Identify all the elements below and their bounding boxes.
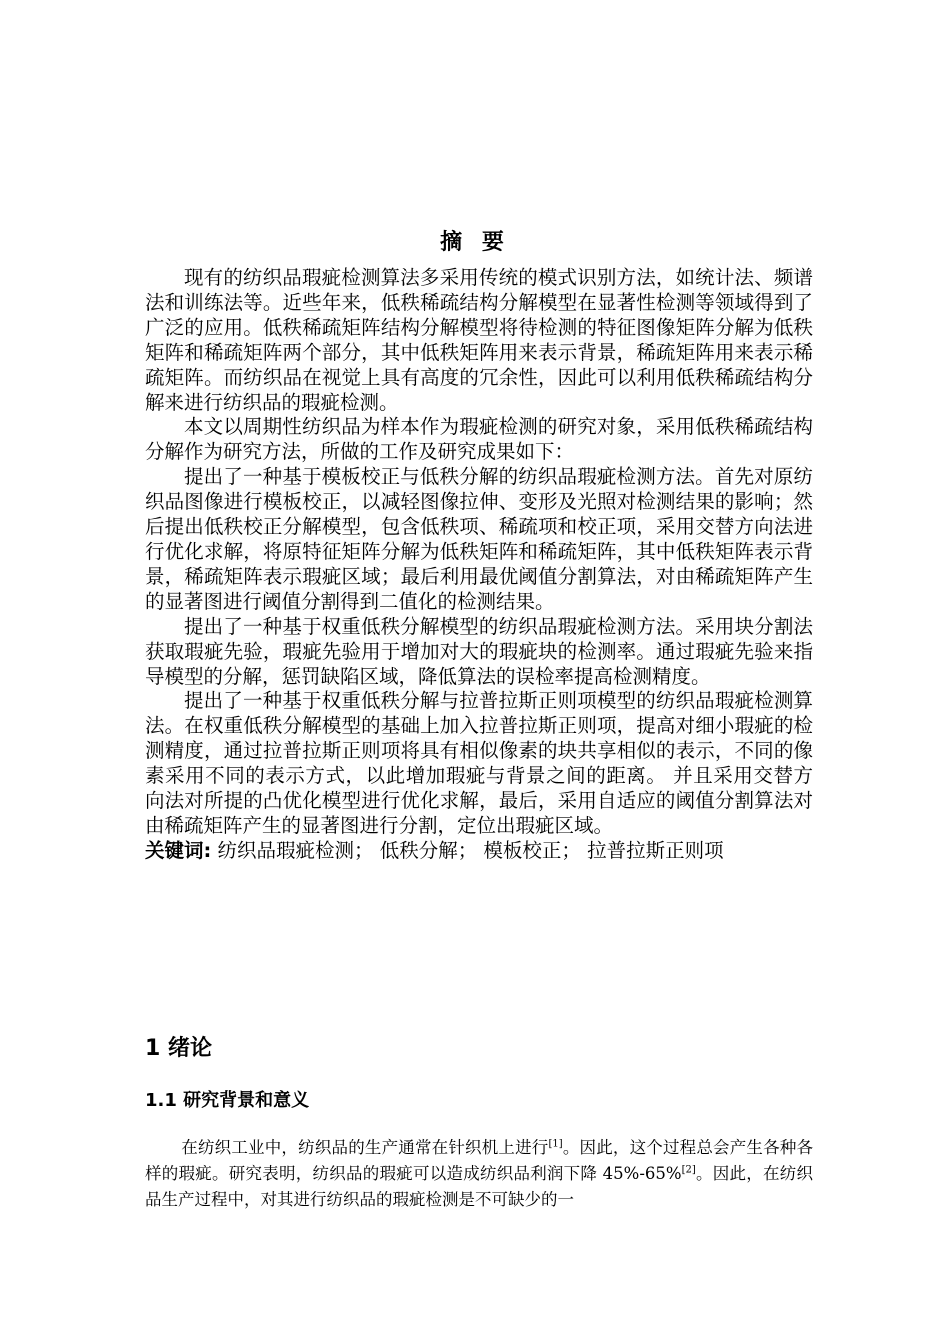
intro-body bbox=[145, 1135, 813, 1213]
citation-2[interactable]: [2] bbox=[681, 1164, 696, 1176]
keyword-item: 纺织品瑕疵检测； bbox=[211, 838, 374, 862]
abstract-paragraph-4: 提出了一种基于权重低秩分解模型的纺织品瑕疵检测方法。采用块分割法获取瑕疵先验，瑕疵先验用于增加对大的瑕疵块的检测率。通过瑕疵先验来指导模型的分解，惩罚缺陷区域，降低算法的误检率提高检测精度。 bbox=[145, 614, 813, 688]
keyword-item: 模板校正； bbox=[477, 838, 581, 862]
keyword-item: 低秩分解； bbox=[373, 838, 478, 862]
abstract-paragraph-5: 提出了一种基于权重低秩分解与拉普拉斯正则项模型的纺织品瑕疵检测算法。在权重低秩分解模型的基础上加入拉普拉斯正则项，提高对细小瑕疵的检测精度，通过拉普拉斯正则项将具有相似像素的块共享相似的表示，不同的像素采用不同的表示方式，以此增加瑕疵与背景之间的距离。 并且采用交替方向法对所提的凸优化模型进行优化求解，最后，采用自适应的阈值分割算法对由稀疏矩阵产生的显著图进行分割，定位出瑕疵区域。 bbox=[145, 689, 813, 837]
keywords-line bbox=[145, 839, 813, 864]
abstract-paragraph-2: 本文以周期性纺织品为样本作为瑕疵检测的研究对象，采用低秩稀疏结构分解作为研究方法，所做的工作及研究成果如下： bbox=[145, 415, 813, 464]
abstract-paragraph-3: 提出了一种基于模板校正与低秩分解的纺织品瑕疵检测方法。首先对原纺织品图像进行模板校正，以减轻图像拉伸、变形及光照对检测结果的影响；然后提出低秩校正分解模型，包含低秩项、稀疏项和校正项，采用交替方向法进行优化求解，将原特征矩阵分解为低秩矩阵和稀疏矩阵，其中低秩矩阵表示背景，稀疏矩阵表示瑕疵区域；最后利用最优阈值分割算法，对由稀疏矩阵产生的显著图进行阈值分割得到二值化的检测结果。 bbox=[145, 465, 813, 613]
intro-text-part-2: 。因此，这个过程总会产生各种各样的瑕疵。研究表明，纺织品的瑕疵可以造成纺织品利润下降 45%-65% bbox=[145, 1138, 814, 1183]
citation-1[interactable]: [1] bbox=[548, 1138, 563, 1150]
intro-paragraph bbox=[145, 1135, 813, 1213]
intro-text-part-1: 在纺织工业中，纺织品的生产通常在针织机上进行 bbox=[181, 1138, 549, 1157]
abstract-paragraph-1: 现有的纺织品瑕疵检测算法多采用传统的模式识别方法，如统计法、频谱法和训练法等。近些年来，低秩稀疏结构分解模型在显著性检测等领域得到了广泛的应用。低秩稀疏矩阵结构分解模型将待检测的特征图像矩阵分解为低秩矩阵和稀疏矩阵两个部分，其中低秩矩阵用来表示背景，稀疏矩阵用来表示稀疏矩阵。而纺织品在视觉上具有高度的冗余性，因此可以利用低秩稀疏结构分解来进行纺织品的瑕疵检测。 bbox=[145, 266, 813, 414]
intro-text-part-3: 。因此，在纺织品生产过程中，对其进行纺织品的瑕疵检测是不可缺少的一 bbox=[145, 1164, 813, 1209]
abstract-body bbox=[145, 266, 813, 864]
keywords-label: 关键词: bbox=[145, 838, 212, 862]
section-heading: 1.1 研究背景和意义 bbox=[145, 1090, 310, 1111]
keyword-item: 拉普拉斯正则项 bbox=[580, 838, 724, 862]
chapter-heading: 1 绪论 bbox=[145, 1036, 212, 1061]
abstract-title: 摘 要 bbox=[440, 230, 510, 255]
